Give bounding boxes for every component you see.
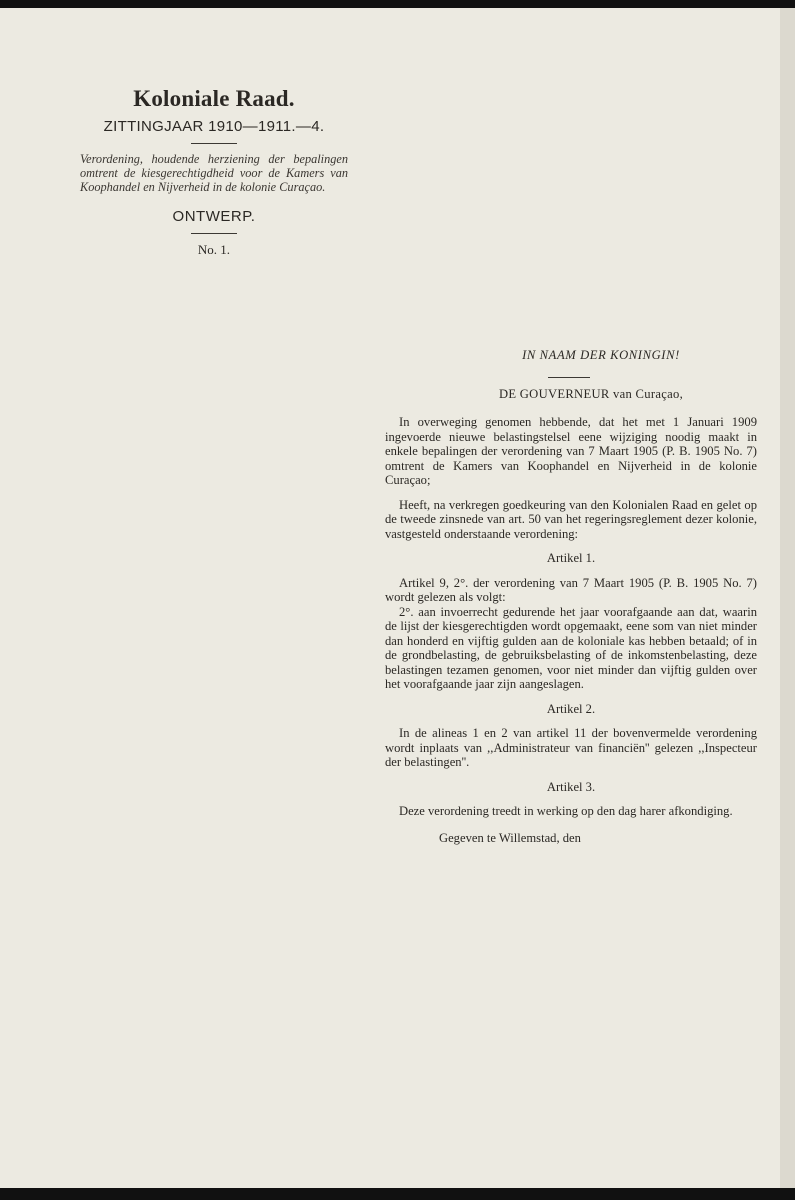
draft-label: ONTWERP.	[172, 208, 256, 225]
article-heading: Artikel 2.	[546, 701, 596, 716]
preamble-paragraph: In overweging genomen hebbende, dat het met 1 Januari 1909 ingevoerde nieuwe belastingstelsel eene wijziging noodig maakt in enkele bepalingen der verordening van 7 Maart 1905 (P. B. 1905 No. 7) omtrent de Kamers van Koophandel en Nijverheid in de kolonie Curaçao;	[385, 415, 757, 487]
royal-invocation: IN NAAM DER KONINGIN!	[522, 348, 680, 362]
preamble-paragraph: Heeft, na verkregen goedkeuring van den Kolonialen Raad en gelet op de tweede zinsnede van art. 50 van het regeringsreglement dezer kolonie, vastgesteld onderstaande verordening:	[385, 497, 757, 541]
article-paragraph: Deze verordening treedt in werking op den dag harer afkondiging.	[399, 804, 733, 818]
governor-line: DE GOUVERNEUR van Curaçao,	[498, 386, 684, 401]
document-page	[0, 8, 780, 1188]
article-heading: Artikel 3.	[546, 779, 596, 794]
scan-border-bottom	[0, 1188, 795, 1200]
session-year: ZITTINGJAAR 1910—1911.—4.	[103, 118, 325, 135]
article-paragraph: Artikel 9, 2°. der verordening van 7 Maart 1905 (P. B. 1905 No. 7) wordt gelezen als volgt:	[385, 575, 757, 604]
document-number: No. 1.	[197, 242, 231, 257]
document-header	[80, 86, 348, 258]
given-at-line: Gegeven te Willemstad, den	[439, 830, 581, 845]
council-title: Koloniale Raad.	[133, 86, 295, 111]
invocation-divider	[548, 377, 590, 378]
ordinance-description: Verordening, houdende herziening der bepalingen omtrent de kiesgerechtigdheid voor de Kamers van Koophandel en Nijverheid in de kolonie Curaçao.	[80, 152, 348, 194]
page-edge	[780, 8, 795, 1188]
scan-border-top	[0, 0, 795, 8]
ordinance-body	[385, 348, 757, 845]
article-paragraph: In de alineas 1 en 2 van artikel 11 der bovenvermelde verordening wordt inplaats van ,,Administrateur van financiën'' gelezen ,,Inspecteur der belastingen''.	[385, 726, 757, 769]
article-heading: Artikel 1.	[546, 551, 596, 565]
header-divider	[191, 143, 237, 144]
article-paragraph: 2°. aan invoerrecht gedurende het jaar voorafgaande aan dat, waarin de lijst der kiesgerechtigden wordt opgemaakt, eene som van niet minder dan honderd en vijftig gulden aan de koloniale kas hebben betaald; of in de grondbelasting, de gebruiksbelasting of de inkomstenbelasting, deze belastingen tezamen genomen, voor niet minder dan vijftig gulden over het voorafgaande jaar zijn aangeslagen.	[385, 604, 757, 691]
draft-divider	[191, 233, 237, 234]
